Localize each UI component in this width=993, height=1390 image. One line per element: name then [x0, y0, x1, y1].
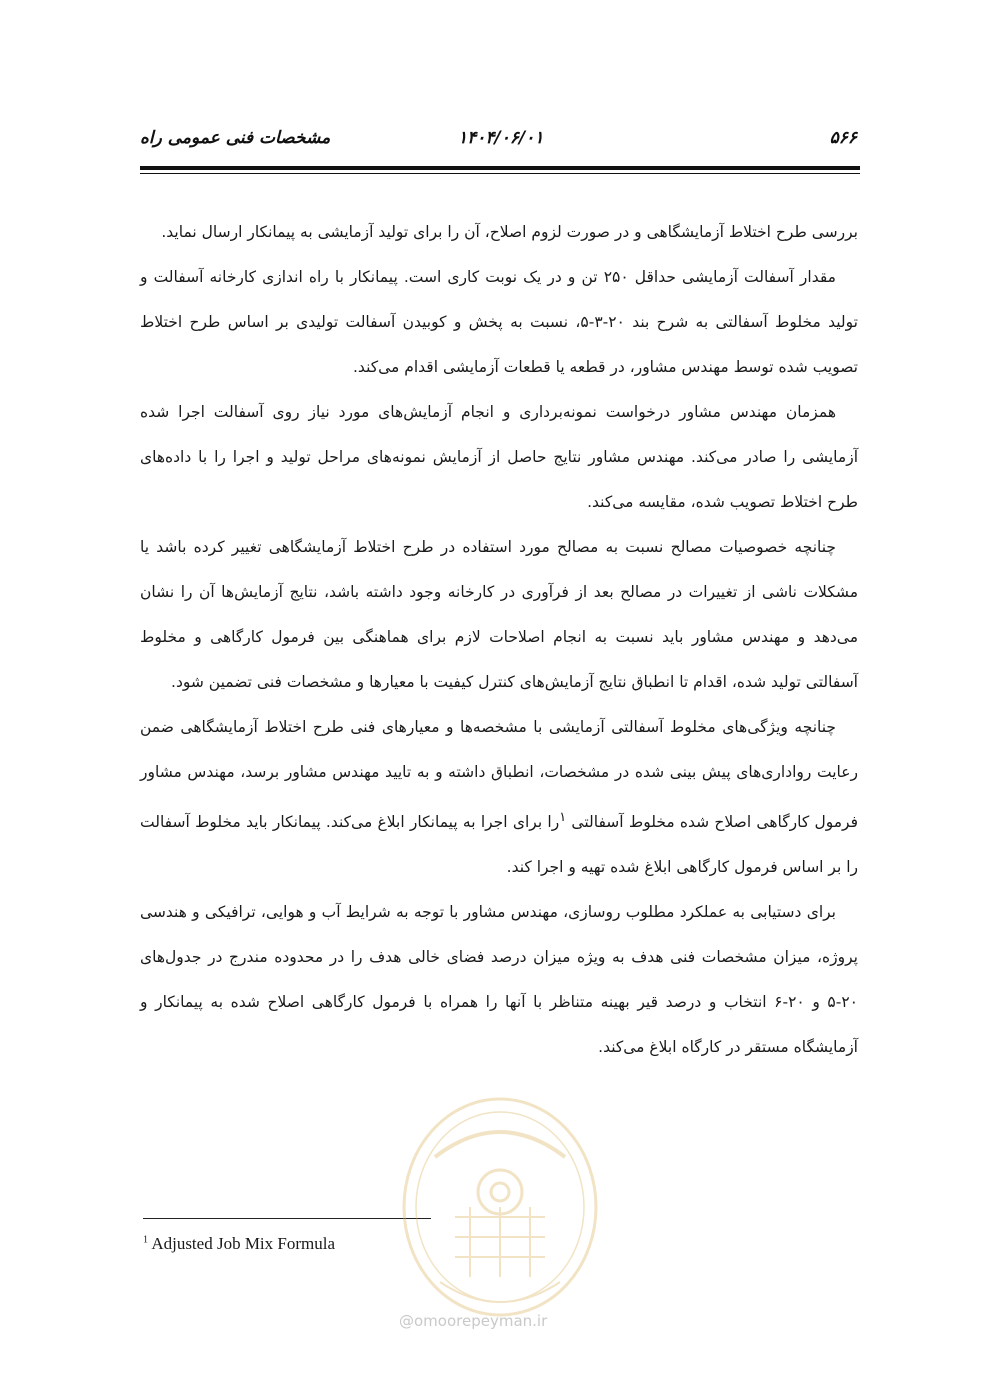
header-rule-thick: [140, 166, 860, 170]
paragraph-5-before: چنانچه ویژگی‌های مخلوط آسفالتی آزمایشی با مشخصه‌ها و معیارهای فنی طرح اختلاط آزمایشگاهی ضمن رعایت رواداری‌های پیش بینی شده در مشخصات، انطباق داشته و به تایید مهندس مشاور برسد، مهندس مشاور فرمول کارگاهی اصلاح شده مخلوط آسفالتی: [140, 718, 859, 832]
paragraph-5-after: را برای اجرا به پیمانکار ابلاغ می‌کند. پیمانکار باید مخلوط آسفالت را بر اساس فرمول کارگاهی ابلاغ شده تهیه و اجرا کند.: [140, 813, 858, 877]
header-rule-thin: [140, 173, 860, 174]
footnote-marker[interactable]: ۱: [559, 810, 567, 825]
footnote-rule: [143, 1218, 431, 1219]
paragraph-3: همزمان مهندس مشاور درخواست نمونه‌برداری و انجام آزمایش‌های مورد نیاز روی آسفالت اجرا شده آزمایشی را صادر می‌کند. مهندس مشاور نتایج حاصل از آزمایش نمونه‌های مراحل تولید و اجرا را با داده‌های طرح اختلاط تصویب شده، مقایسه می‌کند.: [140, 403, 858, 511]
paragraph-1: بررسی طرح اختلاط آزمایشگاهی و در صورت لزوم اصلاح، آن را برای تولید آزمایشی به پیمانکار ارسال نماید.: [161, 223, 858, 241]
watermark-url: @omoorepeyman.ir: [399, 1312, 548, 1330]
paragraph-2: مقدار آسفالت آزمایشی حداقل ۲۵۰ تن و در یک نوبت کاری است. پیمانکار با راه اندازی کارخانه آسفالت و تولید مخلوط آسفالتی به شرح بند ۲۰-۳-۵، نسبت به پخش و کوبیدن آسفالت تولیدی بر اساس طرح اختلاط تصویب شده توسط مهندس مشاور، در قطعه یا قطعات آزمایشی اقدام می‌کند.: [140, 268, 858, 376]
paragraph-6: برای دستیابی به عملکرد مطلوب روسازی، مهندس مشاور با توجه به شرایط آب و هوایی، ترافیکی و هندسی پروژه، میزان مشخصات فنی هدف به ویژه میزان درصد فضای خالی هدف را در محدوده مندرج در جدول‌های ۲۰-۵ و ۲۰-۶ انتخاب و درصد قیر بهینه متناظر با آنها را همراه با فرمول کارگاهی اصلاح شده به پیمانکار و آزمایشگاه مستقر در کارگاه ابلاغ می‌کند.: [140, 903, 858, 1057]
page-number: ۵۶۶: [829, 128, 857, 148]
footnote-number: 1: [143, 1234, 148, 1246]
footnote-text: Adjusted Job Mix Formula: [151, 1234, 336, 1253]
header-title: مشخصات فنی عمومی راه: [140, 128, 331, 148]
header-date: ۱۴۰۴/۰۶/۰۱: [458, 128, 544, 148]
paragraph-5: [140, 705, 858, 890]
page-header: [140, 128, 857, 160]
body-text: [140, 210, 858, 1070]
paragraph-4: چنانچه خصوصیات مصالح نسبت به مصالح مورد استفاده در طرح اختلاط آزمایشگاهی تغییر کرده باشد یا مشکلات ناشی از تغییرات در مصالح بعد از فرآوری در کارخانه وجود داشته باشد، نتایج آزمایش‌ها آن را نشان می‌دهد و مهندس مشاور باید نسبت به انجام اصلاحات لازم برای هماهنگی بین فرمول کارگاهی و مخلوط آسفالتی تولید شده، اقدام تا انطباق نتایج آزمایش‌های کنترل کیفیت با معیارها و مشخصات فنی تضمین شود.: [140, 538, 858, 691]
seal-logo-icon: [395, 1092, 605, 1342]
footnote: [143, 1234, 335, 1254]
